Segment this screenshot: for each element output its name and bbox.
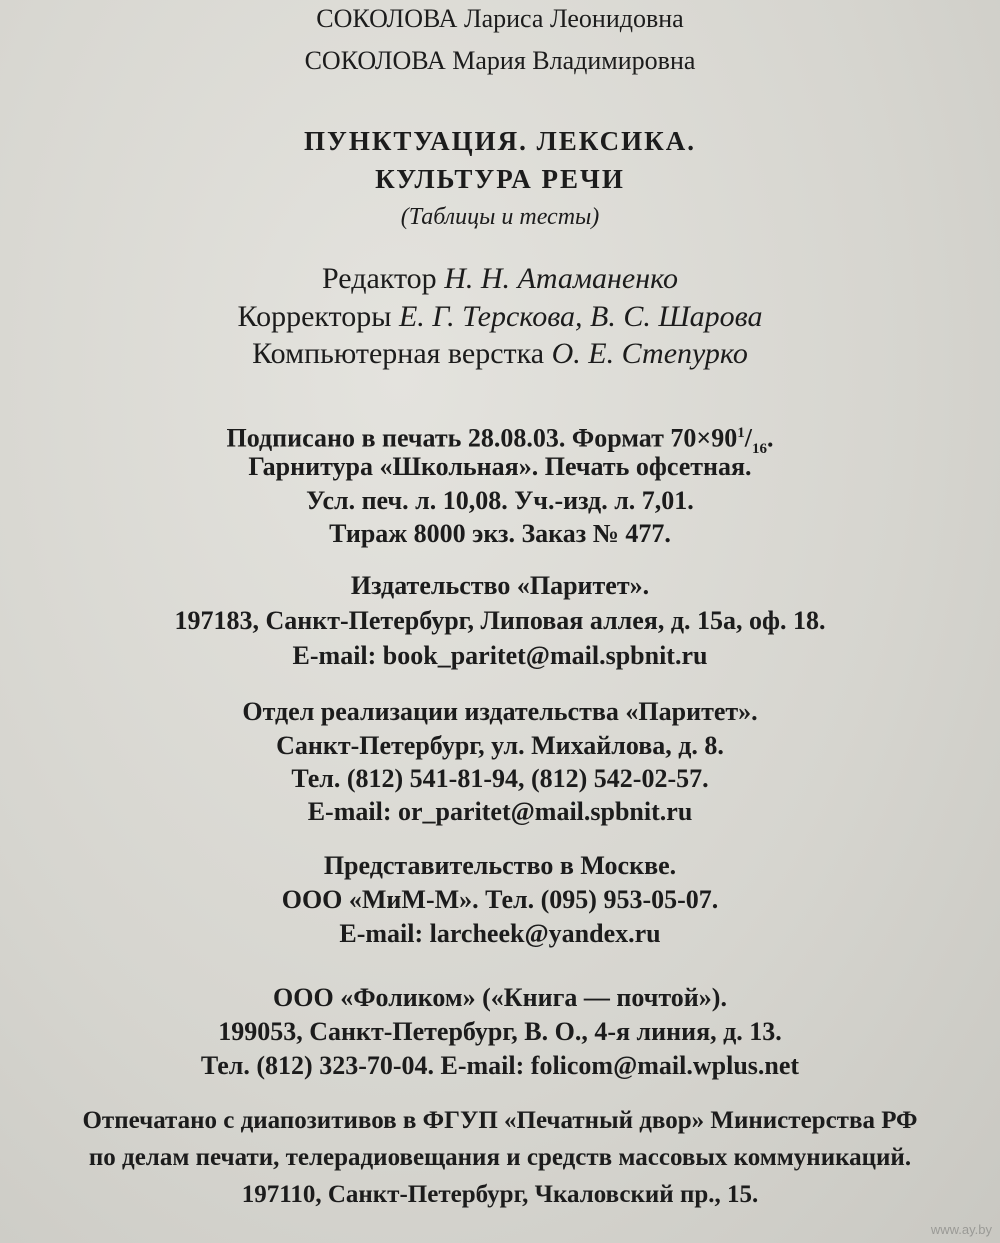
printer-line-3: 197110, Санкт-Петербург, Чкаловский пр., 15. xyxy=(241,1181,759,1208)
credit-proofreaders-names: Е. Г. Терскова, В. С. Шарова xyxy=(398,300,763,333)
format-sup: 1 xyxy=(737,425,745,441)
book-title-line-2: КУЛЬТУРА РЕЧИ xyxy=(375,164,625,194)
author-2-name: Мария Владимировна xyxy=(452,46,696,75)
credit-layout-role: Компьютерная верстка xyxy=(252,337,545,370)
credit-editor-names: Н. Н. Атаманенко xyxy=(444,262,678,295)
credit-editor-role: Редактор xyxy=(322,262,437,295)
credit-layout-names: О. Е. Степурко xyxy=(551,337,748,370)
author-1-surname: СОКОЛОВА xyxy=(316,4,458,33)
book-title-line-1: ПУНКТУАЦИЯ. ЛЕКСИКА. xyxy=(304,126,696,156)
moscow-email: E-mail: larcheek@yandex.ru xyxy=(339,919,661,948)
format-end: . xyxy=(766,423,774,453)
print-signed-text: Подписано в печать 28.08.03. Формат 70×90 xyxy=(226,423,738,453)
author-1 xyxy=(0,4,1000,34)
print-run: Тираж 8000 экз. Заказ № 477. xyxy=(329,519,671,548)
printer-line-2: по делам печати, телерадиовещания и средств массовых коммуникаций. xyxy=(88,1144,912,1171)
credit-layout xyxy=(0,337,1000,371)
watermark: www.ay.by xyxy=(930,1222,992,1237)
printer-line-1: Отпечатано с диапозитивов в ФГУП «Печатный двор» Министерства РФ xyxy=(82,1107,918,1134)
folikom-contact: Тел. (812) 323-70-04. E-mail: folicom@mail.wplus.net xyxy=(200,1051,800,1080)
author-2-surname: СОКОЛОВА xyxy=(304,46,446,75)
author-2 xyxy=(0,46,1000,76)
print-typeface: Гарнитура «Школьная». Печать офсетная. xyxy=(248,452,752,481)
print-sheets: Усл. печ. л. 10,08. Уч.-изд. л. 7,01. xyxy=(306,486,694,515)
sales-phone: Тел. (812) 541-81-94, (812) 542-02-57. xyxy=(291,764,709,793)
publisher-name: Издательство «Паритет». xyxy=(350,571,650,600)
moscow-company: ООО «МиМ-М». Тел. (095) 953-05-07. xyxy=(281,885,719,914)
publisher-email: E-mail: book_paritet@mail.spbnit.ru xyxy=(292,641,708,670)
folikom-address: 199053, Санкт-Петербург, В. О., 4-я линия, д. 13. xyxy=(218,1017,782,1046)
sales-address: Санкт-Петербург, ул. Михайлова, д. 8. xyxy=(276,731,724,760)
credit-proofreaders-role: Корректоры xyxy=(237,300,392,333)
publisher-address: 197183, Санкт-Петербург, Липовая аллея, д. 15а, оф. 18. xyxy=(174,606,826,635)
book-subtitle: (Таблицы и тесты) xyxy=(400,204,600,230)
sales-email: E-mail: or_paritet@mail.spbnit.ru xyxy=(307,797,693,826)
credit-editor xyxy=(0,262,1000,296)
sales-name: Отдел реализации издательства «Паритет». xyxy=(242,697,758,726)
folikom-name: ООО «Фоликом» («Книга — почтой»). xyxy=(273,983,727,1012)
author-1-name: Лариса Леонидовна xyxy=(463,4,684,33)
format-sub: 16 xyxy=(751,440,767,457)
format-slash: / xyxy=(744,423,752,453)
moscow-name: Представительство в Москве. xyxy=(323,851,677,880)
credit-proofreaders xyxy=(0,300,1000,334)
